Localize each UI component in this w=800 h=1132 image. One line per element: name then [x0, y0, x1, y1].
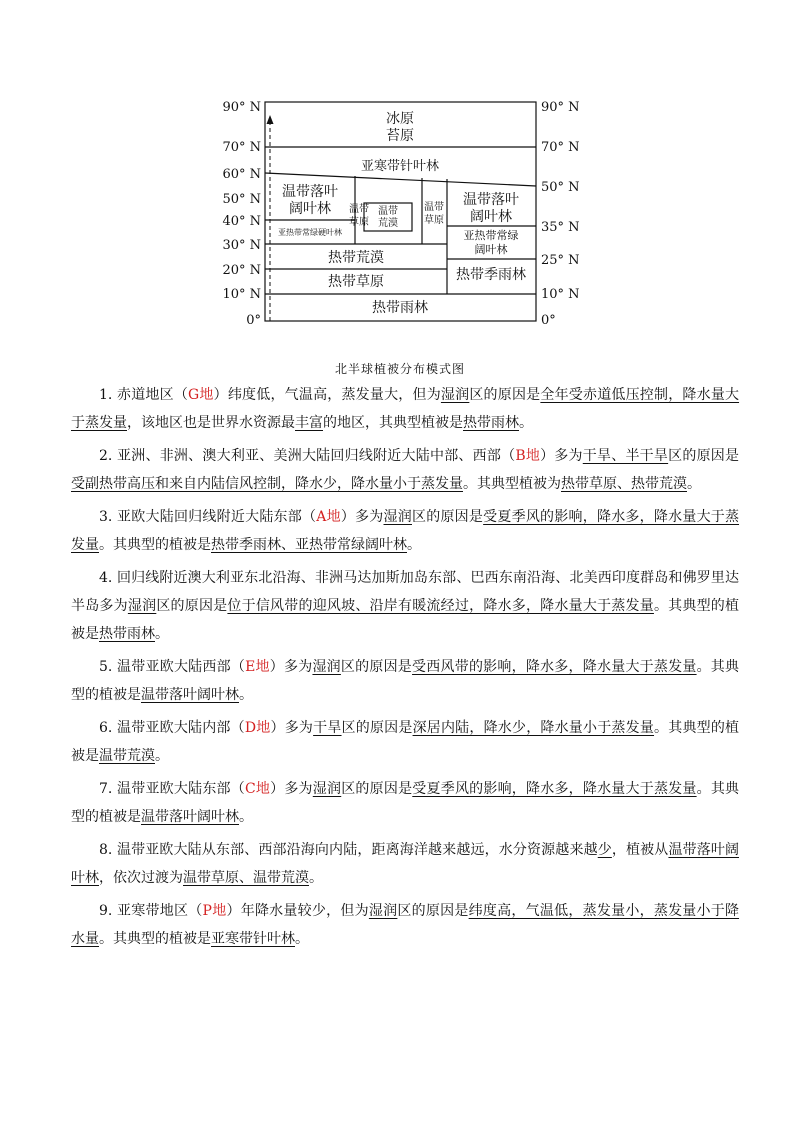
right-label: 70° N: [541, 140, 580, 155]
answer-blank: 湿润: [127, 598, 157, 614]
location-marker: B地: [515, 448, 541, 464]
question-text: ）多为: [340, 509, 384, 525]
left-label: 0°: [246, 313, 261, 328]
diagram-caption: 北半球植被分布模式图: [334, 362, 465, 376]
question-text: 。其典型植被为: [463, 476, 561, 492]
left-label: 90° N: [222, 100, 261, 115]
zone-temperate-forest-west: 阔叶林: [289, 201, 331, 217]
question-text: 。其典型的植被是: [71, 720, 740, 764]
zone-taiga: 亚寒带针叶林: [360, 159, 440, 174]
question-text: ）纬度低，气温高，蒸发量大，但为: [213, 387, 441, 403]
right-label: 0°: [541, 313, 556, 328]
question-list: [71, 381, 739, 958]
question-text: 。其典型的植被是: [99, 537, 211, 553]
question-text: ，植被从: [611, 842, 669, 858]
question-text: 。其典型的植被是: [71, 781, 740, 825]
question-text: 2. 亚洲、非洲、澳大利亚、美洲大陆回归线附近大陆中部、西部（: [99, 448, 516, 464]
right-label: 90° N: [541, 100, 580, 115]
answer-blank: 温带落叶阔叶林: [141, 809, 239, 825]
zone-steppe-west: 温带: [349, 204, 369, 215]
left-label: 50° N: [222, 192, 261, 207]
question-text: 区的原因是: [340, 659, 413, 675]
answer-blank: 干旱、半干旱: [582, 448, 669, 464]
answer-blank: 湿润: [368, 903, 398, 919]
right-label: 50° N: [541, 180, 580, 195]
question-text: ）年降水量较少，但为: [226, 903, 369, 919]
answer-blank: 受副热带高压和来自内陆信风控制，降水少，降水量小于蒸发量: [71, 476, 463, 492]
zone-subtropical-broadleaf: 亚热带常绿: [463, 229, 519, 242]
question-text: ）多为: [270, 781, 313, 797]
question-text: 。: [309, 870, 323, 886]
question-text: 区的原因是: [341, 781, 413, 797]
question-text: 。: [687, 476, 701, 492]
question-text: 。: [519, 415, 533, 431]
location-marker: A地: [316, 509, 341, 525]
question-text: 。: [155, 626, 169, 642]
question-text: 区的原因是: [397, 903, 469, 919]
zone-temperate-forest-east: 温带落叶: [463, 192, 519, 208]
answer-blank: 湿润: [440, 387, 470, 403]
zone-savanna: 热带草原: [328, 274, 384, 290]
question-item-6: [71, 714, 739, 770]
question-text: 区的原因是: [411, 509, 484, 525]
location-marker: C地: [244, 781, 271, 797]
question-text: 。其典型的植被是: [71, 659, 740, 703]
answer-blank: 受夏季风的影响，降水多，降水量大于蒸发量: [71, 509, 740, 553]
answer-blank: 位于信风带的迎风坡、沿岸有暖流经过，降水多，降水量大于蒸发量: [227, 598, 654, 614]
location-marker: D地: [244, 720, 271, 736]
zone-tundra: 苔原: [386, 128, 414, 144]
left-label: 10° N: [222, 287, 261, 302]
question-item-3: [71, 503, 739, 559]
question-item-5: [71, 653, 739, 709]
right-label: 35° N: [541, 220, 580, 235]
question-item-4: [71, 564, 739, 648]
question-text: ）多为: [540, 448, 583, 464]
location-marker: E地: [245, 659, 270, 675]
zone-temperate-forest-east: 阔叶林: [470, 209, 512, 225]
question-text: 9. 亚寒带地区（: [99, 903, 203, 919]
zone-steppe-east: 温带: [424, 202, 444, 213]
question-text: 区的原因是: [156, 598, 228, 614]
location-marker: P地: [202, 903, 227, 919]
question-item-2: [71, 442, 739, 498]
zone-steppe-west: 草原: [349, 217, 369, 228]
zone-subtropical-sclerophyll: 亚热带常绿硬叶林: [278, 228, 342, 237]
question-item-7: [71, 775, 739, 831]
answer-blank: 丰富: [295, 415, 323, 431]
answer-blank: 温带落叶阔叶林: [141, 687, 239, 703]
question-text: 。: [239, 687, 253, 703]
answer-blank: 热带雨林: [463, 415, 519, 431]
zone-tropical-desert: 热带荒漠: [328, 250, 384, 266]
zone-temperate-forest-west: 温带落叶: [282, 184, 338, 200]
answer-blank: 热带草原、热带荒漠: [561, 476, 687, 492]
question-text: 4. 回归线附近澳大利亚东北沿海、非洲马达加斯加岛东部、巴西东南沿海、北美西印度群岛和佛罗里达半岛多为: [71, 570, 739, 614]
left-label: 60° N: [222, 167, 261, 182]
answer-blank: 温带草原、温带荒漠: [183, 870, 309, 886]
answer-blank: 深居内陆，降水少，降水量小于蒸发量: [412, 720, 655, 736]
question-text: ，该地区也是世界水资源最: [127, 415, 295, 431]
question-text: 。其典型的植被是: [71, 598, 740, 642]
question-text: 区的原因是: [668, 448, 740, 464]
question-text: ）多为: [269, 659, 313, 675]
question-text: 。: [239, 809, 253, 825]
question-item-8: [71, 836, 739, 892]
answer-blank: 受西风带的影响，降水多，降水量大于蒸发量: [412, 659, 697, 675]
question-text: 6. 温带亚欧大陆内部（: [99, 720, 245, 736]
zone-desert: 荒漠: [378, 218, 398, 229]
question-text: 。: [407, 537, 421, 553]
question-text: ）多为: [270, 720, 314, 736]
zone-steppe-east: 草原: [424, 215, 444, 226]
zone-desert: 温带: [378, 206, 398, 217]
zone-monsoon-forest: 热带季雨林: [456, 267, 526, 283]
answer-blank: 温带落叶阔叶林: [71, 842, 739, 886]
zone-ice: 冰原: [386, 111, 414, 127]
right-label: 25° N: [541, 253, 580, 268]
question-text: 7. 温带亚欧大陆东部（: [99, 781, 245, 797]
question-text: 区的原因是: [469, 387, 541, 403]
location-marker: G地: [188, 387, 214, 403]
question-item-9: [71, 897, 739, 953]
question-text: 。: [155, 748, 169, 764]
left-label: 40° N: [222, 214, 261, 229]
zone-rainforest: 热带雨林: [372, 300, 428, 316]
question-text: 的地区，其典型植被是: [323, 415, 463, 431]
answer-blank: 少: [597, 842, 612, 858]
answer-blank: 湿润: [383, 509, 412, 525]
answer-blank: 热带雨林: [99, 626, 155, 642]
answer-blank: 温带荒漠: [99, 748, 155, 764]
question-item-1: [71, 381, 739, 437]
left-label: 30° N: [222, 238, 261, 253]
answer-blank: 全年受赤道低压控制，降水量大于蒸发量: [71, 387, 740, 431]
left-label: 70° N: [222, 140, 261, 155]
question-text: 。其典型的植被是: [99, 931, 211, 947]
vegetation-distribution-diagram: [222, 95, 587, 330]
question-text: 区的原因是: [341, 720, 413, 736]
answer-blank: 热带季雨林、亚热带常绿阔叶林: [211, 537, 407, 553]
answer-blank: 受夏季风的影响，降水多，降水量大于蒸发量: [412, 781, 697, 797]
answer-blank: 湿润: [312, 659, 341, 675]
question-text: 5. 温带亚欧大陆西部（: [99, 659, 246, 675]
question-text: ，依次过渡为: [99, 870, 183, 886]
answer-blank: 纬度高，气温低，蒸发量小，蒸发量小于降水量: [71, 903, 740, 947]
question-text: 1. 赤道地区（: [99, 387, 189, 403]
answer-blank: 亚寒带针叶林: [211, 931, 295, 947]
zone-subtropical-broadleaf: 阔叶林: [474, 243, 508, 256]
left-label: 20° N: [222, 263, 261, 278]
question-text: 3. 亚欧大陆回归线附近大陆东部（: [99, 509, 317, 525]
question-text: 8. 温带亚欧大陆从东部、西部沿海向内陆，距离海洋越来越远，水分资源越来越: [99, 842, 598, 858]
question-text: 。: [295, 931, 309, 947]
answer-blank: 湿润: [312, 781, 342, 797]
answer-blank: 干旱: [313, 720, 342, 736]
right-label: 10° N: [541, 287, 580, 302]
